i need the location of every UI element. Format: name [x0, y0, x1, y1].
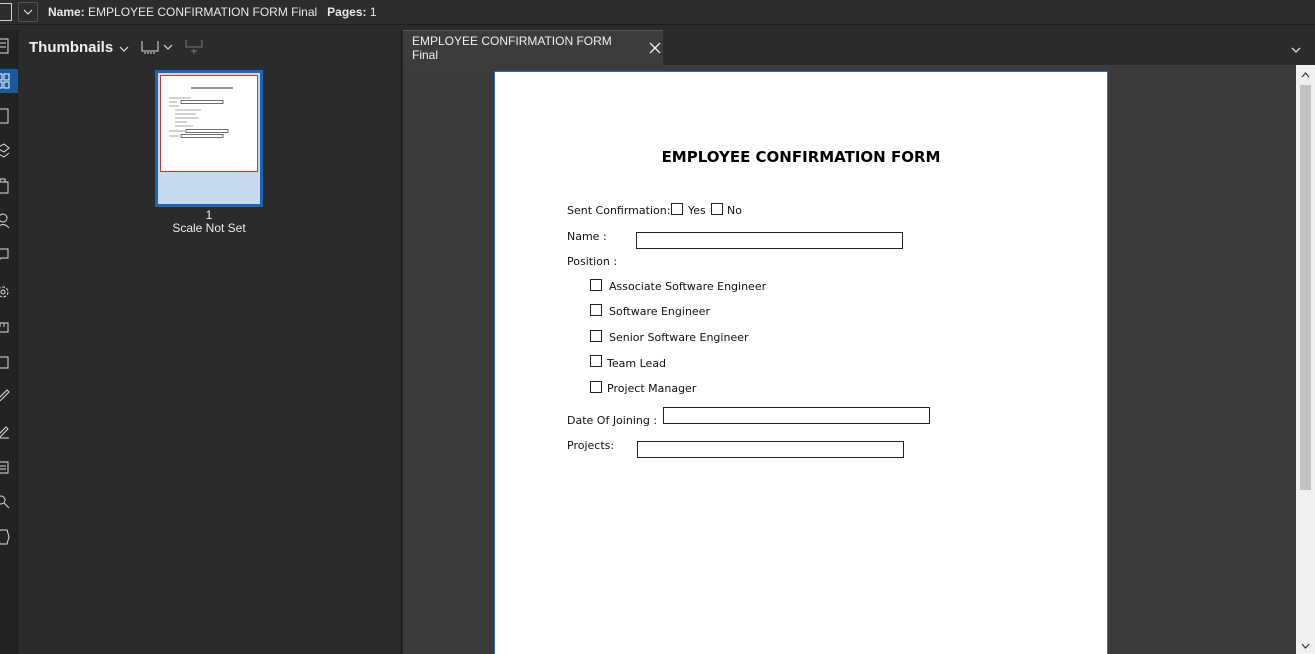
name-label: Name:	[48, 5, 85, 19]
tool-rail	[0, 30, 18, 654]
stack-icon[interactable]	[0, 455, 18, 479]
sent-confirmation-label: Sent Confirmation:	[567, 204, 671, 217]
yes-checkbox[interactable]	[671, 203, 683, 215]
projects-label: Projects:	[567, 439, 615, 452]
pdf-page	[494, 71, 1108, 654]
date-of-joining-label: Date Of Joining :	[567, 414, 658, 427]
team-lead-checkbox[interactable]	[590, 355, 602, 367]
document-info	[48, 5, 377, 19]
close-icon[interactable]	[648, 40, 663, 56]
bookmarks-icon[interactable]	[0, 34, 18, 58]
form-title: EMPLOYEE CONFIRMATION FORM	[661, 148, 941, 166]
yes-label: Yes	[688, 204, 706, 217]
attachments-icon[interactable]	[0, 174, 18, 198]
tab-label: EMPLOYEE CONFIRMATION FORM Final	[412, 34, 612, 62]
thumbnail-scale: Scale Not Set	[172, 221, 246, 235]
senior-software-engineer-checkbox[interactable]	[590, 330, 602, 342]
layers-icon[interactable]	[0, 139, 18, 163]
project-manager-checkbox[interactable]	[590, 381, 602, 393]
software-engineer-checkbox[interactable]	[590, 304, 602, 316]
properties-icon[interactable]	[0, 350, 18, 374]
page-icon[interactable]	[0, 104, 18, 128]
position-option: Senior Software Engineer	[609, 331, 749, 344]
associate-software-engineer-checkbox[interactable]	[590, 279, 602, 291]
position-option: Associate Software Engineer	[609, 280, 767, 293]
name-value: EMPLOYEE CONFIRMATION FORM Final	[88, 5, 318, 19]
measure-icon[interactable]	[0, 315, 18, 339]
pages-value: 1	[369, 5, 377, 19]
thumbnails-panel	[18, 30, 402, 654]
thumbnail-size-icon[interactable]	[141, 40, 173, 54]
user-icon[interactable]	[0, 209, 18, 233]
document-name	[48, 5, 317, 19]
position-label: Position :	[567, 255, 618, 268]
document-icon[interactable]	[0, 3, 12, 21]
document-viewport[interactable]	[403, 65, 1296, 654]
tab-document[interactable]	[403, 30, 663, 65]
thumbnails-title: Thumbnails	[29, 38, 114, 56]
thumbnail-page-number: 1	[205, 208, 213, 222]
name-label: Name :	[567, 230, 607, 243]
insert-page-icon	[185, 39, 205, 55]
page-thumbnail[interactable]	[155, 70, 263, 207]
sign-icon[interactable]	[0, 420, 18, 444]
tab-bar	[403, 30, 1315, 65]
position-option: Team Lead	[607, 357, 666, 370]
chevron-down-icon[interactable]	[1291, 40, 1301, 58]
document-area	[403, 30, 1315, 654]
page-count	[327, 5, 376, 19]
top-bar	[0, 0, 1315, 25]
thumbnail-page-preview	[160, 75, 258, 172]
pages-label: Pages:	[327, 5, 367, 19]
date-of-joining-field[interactable]	[663, 407, 930, 424]
thumbnail-frame	[158, 73, 260, 204]
chevron-down-icon[interactable]	[119, 39, 129, 56]
no-checkbox[interactable]	[711, 203, 723, 215]
vertical-scrollbar[interactable]	[1296, 65, 1315, 654]
scroll-up-icon[interactable]	[1300, 69, 1311, 81]
scroll-down-icon[interactable]	[1300, 640, 1311, 652]
search-icon[interactable]	[0, 490, 18, 514]
position-option: Software Engineer	[609, 305, 710, 318]
chevron-down-icon[interactable]	[18, 2, 38, 22]
thumbnails-header	[18, 30, 401, 64]
projects-field[interactable]	[637, 441, 904, 458]
shape-icon[interactable]	[0, 525, 18, 549]
no-label: No	[727, 204, 742, 217]
scrollbar-thumb[interactable]	[1300, 85, 1311, 490]
name-field[interactable]	[636, 232, 903, 249]
gear-icon[interactable]	[0, 280, 18, 304]
comments-icon[interactable]	[0, 243, 18, 267]
edit-icon[interactable]	[0, 385, 18, 409]
thumbnails-icon[interactable]	[0, 69, 18, 93]
position-option: Project Manager	[607, 382, 697, 395]
